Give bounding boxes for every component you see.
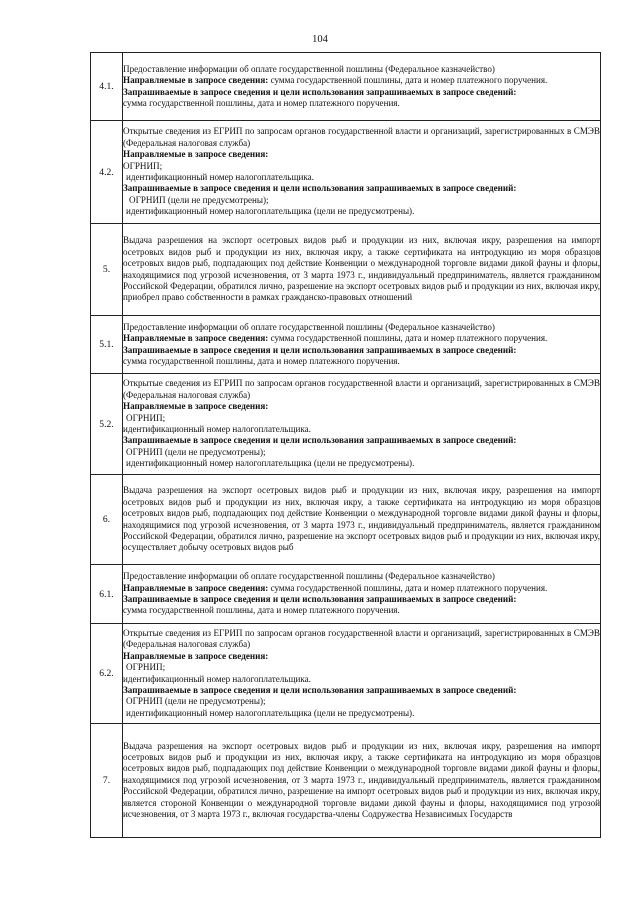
row-content — [123, 724, 601, 838]
row-content — [123, 316, 601, 374]
requested-text: сумма государственной пошлины, дата и номер платежного поручения. — [123, 605, 400, 616]
table-row — [91, 121, 601, 224]
row-number: 4.1. — [91, 53, 123, 121]
requested-label: Запрашиваемые в запросе сведения и цели использования запрашиваемых в запросе сведений: — [123, 435, 517, 446]
requested-item: ОГРНИП (цели не предусмотрены); — [129, 194, 269, 205]
table-row — [91, 316, 601, 374]
sent-item: ОГРНИП; — [126, 662, 166, 673]
sent-text: сумма государственной пошлины, дата и номер платежного поручения. — [268, 75, 548, 86]
sent-label: Направляемые в запросе сведения: — [123, 75, 269, 86]
info-source: Предоставление информации об оплате государственной пошлины (Федеральное казначейство) — [123, 571, 495, 582]
table-row — [91, 475, 601, 565]
sent-text: сумма государственной пошлины, дата и номер платежного поручения. — [268, 582, 548, 593]
service-description: Выдача разрешения на экспорт осетровых видов рыб и продукции из них, включая икру, разрешения на импорт осетровых видов рыб и продукции из них, включая икру, а также сертификата на интродукцию из моря образцов осетровых видов рыб, подпадающих под действие Конвенции о международной торговле видами дикой фауны и флоры, находящимися под угрозой исчезновения, от 3 марта 1973 г., индивидуальный предприниматель, является гражданином Российской Федерации, обратился лично, разрешение на экспорт осетровых видов рыб и продукции из них, включая икру, осуществляет добычу осетровых видов рыб — [123, 485, 600, 553]
row-content — [123, 475, 601, 565]
requested-item: идентификационный номер налогоплательщика (цели не предусмотрены). — [126, 206, 415, 217]
sent-label: Направляемые в запросе сведения: — [123, 333, 269, 344]
row-number: 6.1. — [91, 565, 123, 624]
requested-item: идентификационный номер налогоплательщика (цели не предусмотрены). — [126, 707, 415, 718]
row-content — [123, 224, 601, 316]
row-content — [123, 53, 601, 121]
sent-item: ОГРНИП; — [126, 412, 166, 423]
requested-text: сумма государственной пошлины, дата и номер платежного поручения. — [123, 97, 400, 108]
table-row — [91, 224, 601, 316]
sent-item: ОГРНИП; — [123, 160, 163, 171]
requested-item: ОГРНИП (цели не предусмотрены); — [126, 446, 266, 457]
row-number: 4.2. — [91, 121, 123, 224]
sent-item: идентификационный номер налогоплательщика. — [123, 673, 311, 684]
row-content — [123, 624, 601, 724]
row-content — [123, 565, 601, 624]
table-row — [91, 53, 601, 121]
page-number: 104 — [312, 34, 328, 45]
sent-item: идентификационный номер налогоплательщика. — [126, 172, 314, 182]
info-source: Предоставление информации об оплате государственной пошлины (Федеральное казначейство) — [123, 63, 495, 74]
requested-label: Запрашиваемые в запросе сведения и цели использования запрашиваемых в запросе сведений: — [123, 594, 517, 604]
requested-item: идентификационный номер налогоплательщика (цели не предусмотрены). — [126, 458, 415, 469]
requested-label: Запрашиваемые в запросе сведения и цели использования запрашиваемых в запросе сведений: — [123, 344, 517, 355]
requested-item: ОГРНИП (цели не предусмотрены); — [126, 696, 266, 707]
requested-label: Запрашиваемые в запросе сведения и цели использования запрашиваемых в запросе сведений: — [123, 86, 517, 97]
requested-text: сумма государственной пошлины, дата и номер платежного поручения. — [123, 355, 400, 366]
sent-data — [123, 583, 600, 594]
info-source: Открытые сведения из ЕГРИП по запросам органов государственной власти и организаций, зарегистрированных в СМЭВ (Федеральная налоговая служба) — [123, 627, 600, 650]
sent-label: Направляемые в запросе сведения: — [123, 149, 269, 160]
row-number: 5.1. — [91, 316, 123, 374]
sent-item: идентификационный номер налогоплательщика. — [123, 424, 311, 434]
sent-data — [123, 75, 600, 86]
row-number: 6. — [91, 475, 123, 565]
table-row — [91, 724, 601, 838]
requested-label: Запрашиваемые в запросе сведения и цели использования запрашиваемых в запросе сведений: — [123, 183, 517, 194]
row-number: 5. — [91, 224, 123, 316]
row-number: 6.2. — [91, 624, 123, 724]
table-row — [91, 624, 601, 724]
service-description: Выдача разрешения на экспорт осетровых видов рыб и продукции из них, включая икру, разрешения на импорт осетровых видов рыб и продукции из них, включая икру, а также сертификата на интродукцию из моря образцов осетровых видов рыб, подпадающих под действие Конвенции о международной торговле видами дикой фауны и флоры, находящимися под угрозой исчезновения, от 3 марта 1973 г., индивидуальный предприниматель, является гражданином Российской Федерации, обратился лично, разрешение на импорт осетровых видов рыб и продукции из них, включая икру, является стороной Конвенции о международной торговле видами дикой фауны и флоры, находящимися под угрозой исчезновения, от 3 марта 1973 г., включая государства-члены Содружества Независимых Государств — [123, 740, 600, 820]
services-table — [90, 52, 601, 838]
service-description: Выдача разрешения на экспорт осетровых видов рыб и продукции из них, включая икру, разрешения на импорт осетровых видов рыб и продукции из них, включая икру, а также сертификата на интродукцию из моря образцов осетровых видов рыб, подпадающих под действие Конвенции о международной торговле видами дикой фауны и флоры, находящимися под угрозой исчезновения, от 3 марта 1973 г., индивидуальный предприниматель, является гражданином Российской Федерации, обратился лично, разрешение на экспорт осетровых видов рыб и продукции из них, включая икру, приобрел право собственности в рамках гражданско-правовых отношений — [123, 235, 600, 303]
table-row — [91, 374, 601, 475]
requested-label: Запрашиваемые в запросе сведения и цели использования запрашиваемых в запросе сведений: — [123, 684, 517, 695]
row-number: 7. — [91, 724, 123, 838]
info-source: Открытые сведения из ЕГРИП по запросам органов государственной власти и организаций, зарегистрированных в СМЭВ (Федеральная налоговая служба) — [123, 126, 600, 148]
info-source: Открытые сведения из ЕГРИП по запросам органов государственной власти и организаций, зарегистрированных в СМЭВ (Федеральная налоговая служба) — [123, 378, 600, 400]
table-row — [91, 565, 601, 624]
sent-data — [123, 333, 600, 344]
row-number: 5.2. — [91, 374, 123, 475]
info-source: Предоставление информации об оплате государственной пошлины (Федеральное казначейство) — [123, 321, 495, 332]
sent-label: Направляемые в запросе сведения: — [123, 650, 269, 661]
sent-label: Направляемые в запросе сведения: — [123, 582, 269, 593]
sent-label: Направляемые в запросе сведения: — [123, 401, 269, 412]
sent-text: сумма государственной пошлины, дата и номер платежного поручения. — [268, 333, 548, 344]
row-content — [123, 121, 601, 224]
row-content — [123, 374, 601, 475]
